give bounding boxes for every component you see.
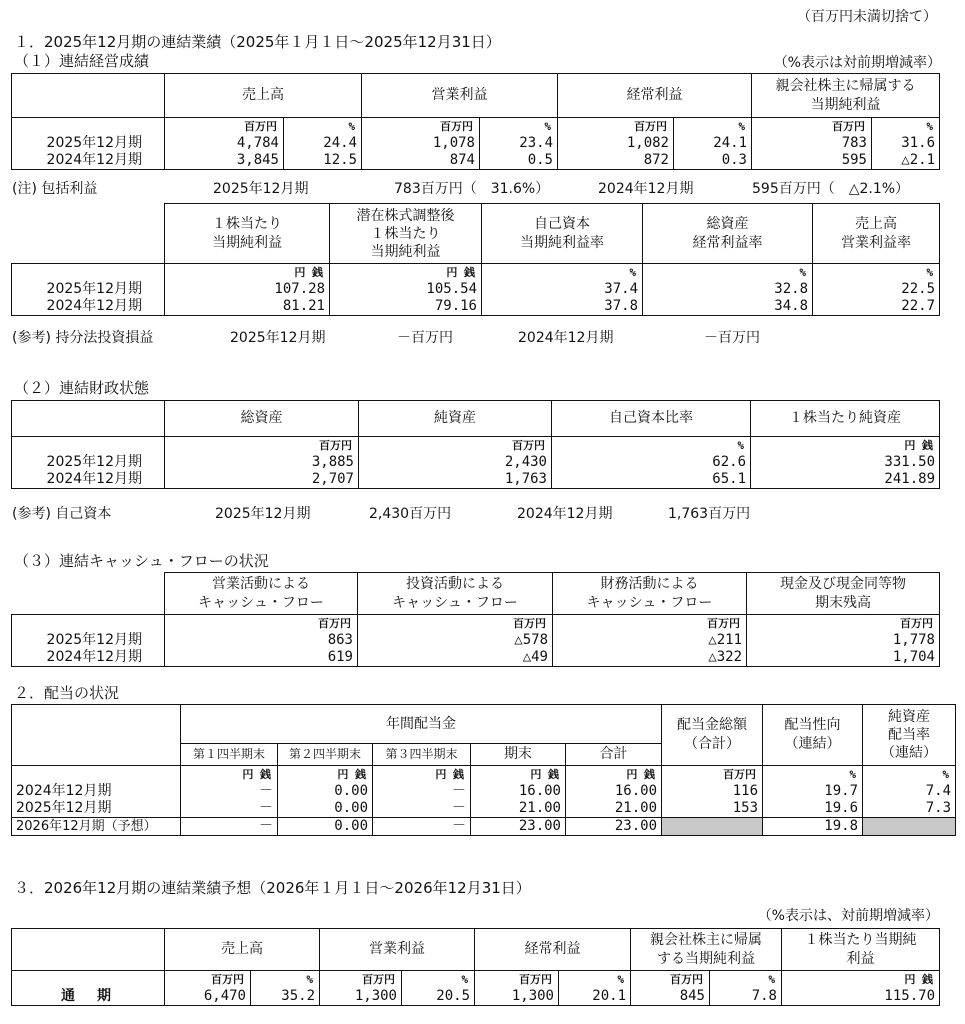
value-cell: 32.8 xyxy=(643,281,813,298)
header-line: （連結） xyxy=(784,736,841,752)
unit-cell: % xyxy=(863,766,956,784)
table-row xyxy=(12,281,940,298)
value-cell: △578 xyxy=(358,632,553,649)
value-cell: 783 xyxy=(752,135,872,152)
row-label-header xyxy=(12,705,181,766)
header-financing-cf xyxy=(553,573,747,615)
value-cell: 595 xyxy=(752,152,872,170)
unit-cell: 百万円 xyxy=(165,615,358,633)
table-row xyxy=(12,800,956,818)
value-cell: 7.3 xyxy=(863,800,956,818)
value-cell: 16.00 xyxy=(566,783,662,800)
value-cell: 79.16 xyxy=(330,298,482,316)
value-cell: 1,763 xyxy=(359,471,552,489)
value-cell: 1,300 xyxy=(475,988,559,1006)
row-label: 2025年12月期 xyxy=(12,135,165,152)
value-cell: 0.00 xyxy=(278,800,373,818)
unit-cell: 円 銭 xyxy=(782,971,940,989)
header-line: 自己資本 xyxy=(534,215,590,232)
value-cell: 0.3 xyxy=(674,152,752,170)
section-1-title: １．2025年12月期の連結業績（2025年１月１日～2025年12月31日） xyxy=(14,33,501,51)
table-row xyxy=(12,471,940,489)
row-label-header xyxy=(12,204,165,264)
unit-cell: % xyxy=(710,971,782,989)
value-cell: 3,845 xyxy=(165,152,284,170)
row-label: 通 期 xyxy=(12,988,165,1006)
operating-results-table xyxy=(11,73,940,170)
value-cell: － xyxy=(373,818,471,836)
per-share-ratio-table xyxy=(11,203,940,316)
value-cell: 241.89 xyxy=(751,471,940,489)
unit-cell: 百万円 xyxy=(358,615,553,633)
header-net-income xyxy=(631,929,782,971)
header-line: キャッシュ・フロー xyxy=(586,594,713,611)
value-cell: 331.50 xyxy=(751,454,940,471)
header-bps: １株当たり純資産 xyxy=(751,401,940,437)
value-cell: 19.6 xyxy=(763,800,863,818)
value-cell: － xyxy=(181,818,278,836)
header-q1: 第１四半期末 xyxy=(181,744,278,766)
value-cell: 23.00 xyxy=(566,818,662,836)
value-cell: － xyxy=(181,800,278,818)
unit-cell: 百万円 xyxy=(747,615,940,633)
section-3-title: ３．2026年12月期の連結業績予想（2026年１月１日～2026年12月31日） xyxy=(14,879,531,897)
header-line: 潜在株式調整後 xyxy=(356,207,455,224)
header-annual-dividend: 年間配当金 xyxy=(181,705,662,744)
row-label: 2025年12月期 xyxy=(12,454,165,471)
shaded-cell xyxy=(863,818,956,836)
header-sales: 売上高 xyxy=(165,74,362,118)
value-cell: 7.4 xyxy=(863,783,956,800)
equity-ref-value-2: 1,763百万円 xyxy=(668,506,751,522)
unit-cell: 百万円 xyxy=(631,971,710,989)
row-label: 2024年12月期 xyxy=(12,298,165,316)
value-cell: 34.8 xyxy=(643,298,813,316)
value-cell: 12.5 xyxy=(284,152,362,170)
header-line: １株当たり xyxy=(212,215,282,232)
header-roe xyxy=(482,204,643,264)
row-label-header xyxy=(12,929,165,971)
header-line: 売上高 xyxy=(855,215,897,232)
section-2-title: ２．配当の状況 xyxy=(14,684,120,702)
row-label: 2024年12月期 xyxy=(12,783,181,800)
value-cell: 23.4 xyxy=(480,135,558,152)
header-line: 配当率 xyxy=(888,727,931,743)
value-cell: 115.70 xyxy=(782,988,940,1006)
value-cell: 2,707 xyxy=(165,471,359,489)
comprehensive-income-value-1: 783百万円（ 31.6%） xyxy=(394,181,550,197)
value-cell: △49 xyxy=(358,649,553,667)
row-label: 2025年12月期 xyxy=(12,281,165,298)
forecast-pct-note: （%表示は、対前期増減率） xyxy=(757,908,939,924)
comprehensive-income-period-2: 2024年12月期 xyxy=(598,181,694,197)
subsection-2-title: （２）連結財政状態 xyxy=(14,379,150,397)
equity-ref-period-1: 2025年12月期 xyxy=(215,506,311,522)
row-label: 2024年12月期 xyxy=(12,649,165,667)
unit-cell: 百万円 xyxy=(362,118,480,136)
header-net-assets: 純資産 xyxy=(359,401,552,437)
value-cell: 22.5 xyxy=(813,281,940,298)
header-cash-balance xyxy=(747,573,940,615)
subsection-3-title: （３）連結キャッシュ・フローの状況 xyxy=(14,552,269,570)
header-operating-income: 営業利益 xyxy=(320,929,475,971)
header-equity-ratio: 自己資本比率 xyxy=(552,401,751,437)
equity-ref-period-2: 2024年12月期 xyxy=(517,506,613,522)
equity-method-value-2: －百万円 xyxy=(704,330,760,346)
unit-cell: 百万円 xyxy=(320,971,402,989)
header-net-income-line1: 親会社株主に帰属する xyxy=(775,77,916,94)
header-line: 現金及び現金同等物 xyxy=(780,575,906,592)
unit-cell: % xyxy=(284,118,362,136)
value-cell: 19.8 xyxy=(763,818,863,836)
header-line: 利益 xyxy=(846,950,875,967)
header-line: １株当たり xyxy=(370,225,441,242)
header-line: （合計） xyxy=(684,736,741,752)
table-row xyxy=(12,454,940,471)
header-roa xyxy=(643,204,813,264)
unit-cell: 百万円 xyxy=(662,766,763,784)
header-line: 配当性向 xyxy=(784,717,841,733)
header-net-income-line2: 当期純利益 xyxy=(810,96,881,113)
unit-cell: % xyxy=(480,118,558,136)
value-cell: 24.4 xyxy=(284,135,362,152)
row-label-header xyxy=(12,401,165,437)
header-total: 合計 xyxy=(566,744,662,766)
header-line: 営業活動による xyxy=(212,575,310,592)
row-label-header xyxy=(12,74,165,118)
header-ordinary-income: 経常利益 xyxy=(475,929,631,971)
value-cell: 31.6 xyxy=(872,135,940,152)
row-label: 2026年12月期（予想） xyxy=(12,818,181,836)
value-cell: 21.00 xyxy=(566,800,662,818)
pct-note: （%表示は対前期増減率） xyxy=(773,55,941,71)
unit-cell: 円 銭 xyxy=(330,264,482,282)
value-cell: 20.5 xyxy=(402,988,475,1006)
table-row xyxy=(12,649,940,667)
value-cell: 62.6 xyxy=(552,454,751,471)
cash-flow-table xyxy=(11,572,940,667)
financial-position-table xyxy=(11,400,940,489)
unit-cell: 円 銭 xyxy=(278,766,373,784)
unit-cell: 百万円 xyxy=(752,118,872,136)
value-cell: 116 xyxy=(662,783,763,800)
unit-cell: % xyxy=(251,971,320,989)
unit-cell: 円 銭 xyxy=(566,766,662,784)
value-cell: 105.54 xyxy=(330,281,482,298)
header-line: 当期純利益 xyxy=(370,243,441,260)
header-operating-margin xyxy=(813,204,940,264)
comprehensive-income-label: (注) 包括利益 xyxy=(12,181,98,197)
unit-cell: % xyxy=(482,264,643,282)
header-year-end: 期末 xyxy=(471,744,566,766)
unit-cell: 円 銭 xyxy=(165,264,330,282)
header-investing-cf xyxy=(358,573,553,615)
header-line: キャッシュ・フロー xyxy=(198,594,324,611)
value-cell: △322 xyxy=(553,649,747,667)
value-cell: 21.00 xyxy=(471,800,566,818)
value-cell: 16.00 xyxy=(471,783,566,800)
forecast-table xyxy=(11,928,940,1006)
value-cell: 0.00 xyxy=(278,818,373,836)
value-cell: 153 xyxy=(662,800,763,818)
header-operating-income: 営業利益 xyxy=(362,74,558,118)
unit-cell: 円 銭 xyxy=(471,766,566,784)
table-row xyxy=(12,988,940,1006)
value-cell: 81.21 xyxy=(165,298,330,316)
header-line: 期末残高 xyxy=(815,594,871,611)
unit-cell: 百万円 xyxy=(359,437,552,455)
unit-cell: 円 銭 xyxy=(181,766,278,784)
header-line: する当期純利益 xyxy=(657,950,755,967)
value-cell: 845 xyxy=(631,988,710,1006)
comprehensive-income-period-1: 2025年12月期 xyxy=(213,181,309,197)
header-payout-ratio xyxy=(763,705,863,766)
header-eps xyxy=(782,929,940,971)
header-line: キャッシュ・フロー xyxy=(392,594,518,611)
dividend-table xyxy=(11,704,956,836)
value-cell: 1,778 xyxy=(747,632,940,649)
value-cell: 1,078 xyxy=(362,135,480,152)
value-cell: 24.1 xyxy=(674,135,752,152)
unit-cell: 百万円 xyxy=(475,971,559,989)
value-cell: － xyxy=(181,783,278,800)
equity-method-value-1: －百万円 xyxy=(397,330,453,346)
header-q3: 第３四半期末 xyxy=(373,744,471,766)
value-cell: 619 xyxy=(165,649,358,667)
unit-cell: % xyxy=(872,118,940,136)
value-cell: － xyxy=(373,800,471,818)
unit-cell: % xyxy=(674,118,752,136)
equity-ref-label: (参考) 自己資本 xyxy=(12,506,112,522)
header-doe xyxy=(863,705,956,766)
header-q2: 第２四半期末 xyxy=(278,744,373,766)
unit-cell: % xyxy=(643,264,813,282)
equity-method-period-1: 2025年12月期 xyxy=(230,330,326,346)
value-cell: 2,430 xyxy=(359,454,552,471)
unit-note: （百万円未満切捨て） xyxy=(797,9,937,25)
table-row xyxy=(12,632,940,649)
value-cell: 65.1 xyxy=(552,471,751,489)
header-line: 当期純利益 xyxy=(212,234,282,251)
header-line: 配当金総額 xyxy=(677,717,748,733)
table-row xyxy=(12,298,940,316)
header-line: 営業利益率 xyxy=(841,234,911,251)
row-label-header xyxy=(12,573,165,615)
row-label: 2024年12月期 xyxy=(12,152,165,170)
value-cell: 1,300 xyxy=(320,988,402,1006)
shaded-cell xyxy=(662,818,763,836)
value-cell: 874 xyxy=(362,152,480,170)
unit-cell: 円 銭 xyxy=(373,766,471,784)
value-cell: 37.4 xyxy=(482,281,643,298)
header-operating-cf xyxy=(165,573,358,615)
unit-cell: % xyxy=(559,971,631,989)
value-cell: 7.8 xyxy=(710,988,782,1006)
comprehensive-income-value-2: 595百万円（ △2.1%） xyxy=(752,181,910,197)
table-row xyxy=(12,152,940,170)
table-row xyxy=(12,135,940,152)
header-line: １株当たり当期純 xyxy=(804,931,917,948)
value-cell: △211 xyxy=(553,632,747,649)
unit-cell: 円 銭 xyxy=(751,437,940,455)
unit-cell: % xyxy=(552,437,751,455)
value-cell: 0.00 xyxy=(278,783,373,800)
header-eps xyxy=(165,204,330,264)
value-cell: △2.1 xyxy=(872,152,940,170)
unit-cell: 百万円 xyxy=(165,118,284,136)
row-label: 2025年12月期 xyxy=(12,800,181,818)
header-line: （連結） xyxy=(881,745,938,761)
header-diluted-eps xyxy=(330,204,482,264)
header-ordinary-income: 経常利益 xyxy=(558,74,752,118)
value-cell: 6,470 xyxy=(165,988,251,1006)
header-net-income xyxy=(752,74,940,118)
header-total-dividend xyxy=(662,705,763,766)
header-line: 投資活動による xyxy=(406,575,504,592)
value-cell: 19.7 xyxy=(763,783,863,800)
unit-cell: 百万円 xyxy=(165,971,251,989)
value-cell: 863 xyxy=(165,632,358,649)
subsection-1-title: （１）連結経営成績 xyxy=(14,52,150,70)
value-cell: 23.00 xyxy=(471,818,566,836)
table-row xyxy=(12,783,956,800)
header-line: 財務活動による xyxy=(600,575,699,592)
value-cell: 0.5 xyxy=(480,152,558,170)
value-cell: 3,885 xyxy=(165,454,359,471)
value-cell: 20.1 xyxy=(559,988,631,1006)
value-cell: 4,784 xyxy=(165,135,284,152)
header-line: 経常利益率 xyxy=(692,234,763,251)
table-row-forecast xyxy=(12,818,956,836)
unit-cell: % xyxy=(763,766,863,784)
equity-method-period-2: 2024年12月期 xyxy=(518,330,614,346)
equity-method-label: (参考) 持分法投資損益 xyxy=(12,330,154,346)
header-line: 親会社株主に帰属 xyxy=(650,931,762,948)
unit-cell: 百万円 xyxy=(165,437,359,455)
unit-cell: 百万円 xyxy=(558,118,674,136)
value-cell: 1,082 xyxy=(558,135,674,152)
header-sales: 売上高 xyxy=(165,929,320,971)
header-total-assets: 総資産 xyxy=(165,401,359,437)
header-line: 当期純利益率 xyxy=(520,234,604,251)
value-cell: 35.2 xyxy=(251,988,320,1006)
row-label: 2024年12月期 xyxy=(12,471,165,489)
value-cell: 1,704 xyxy=(747,649,940,667)
header-line: 総資産 xyxy=(706,215,749,232)
value-cell: 107.28 xyxy=(165,281,330,298)
value-cell: 22.7 xyxy=(813,298,940,316)
value-cell: 872 xyxy=(558,152,674,170)
row-label: 2025年12月期 xyxy=(12,632,165,649)
value-cell: 37.8 xyxy=(482,298,643,316)
equity-ref-value-1: 2,430百万円 xyxy=(369,506,452,522)
unit-cell: 百万円 xyxy=(553,615,747,633)
unit-cell: % xyxy=(402,971,475,989)
value-cell: － xyxy=(373,783,471,800)
header-line: 純資産 xyxy=(888,709,931,725)
unit-cell: % xyxy=(813,264,940,282)
